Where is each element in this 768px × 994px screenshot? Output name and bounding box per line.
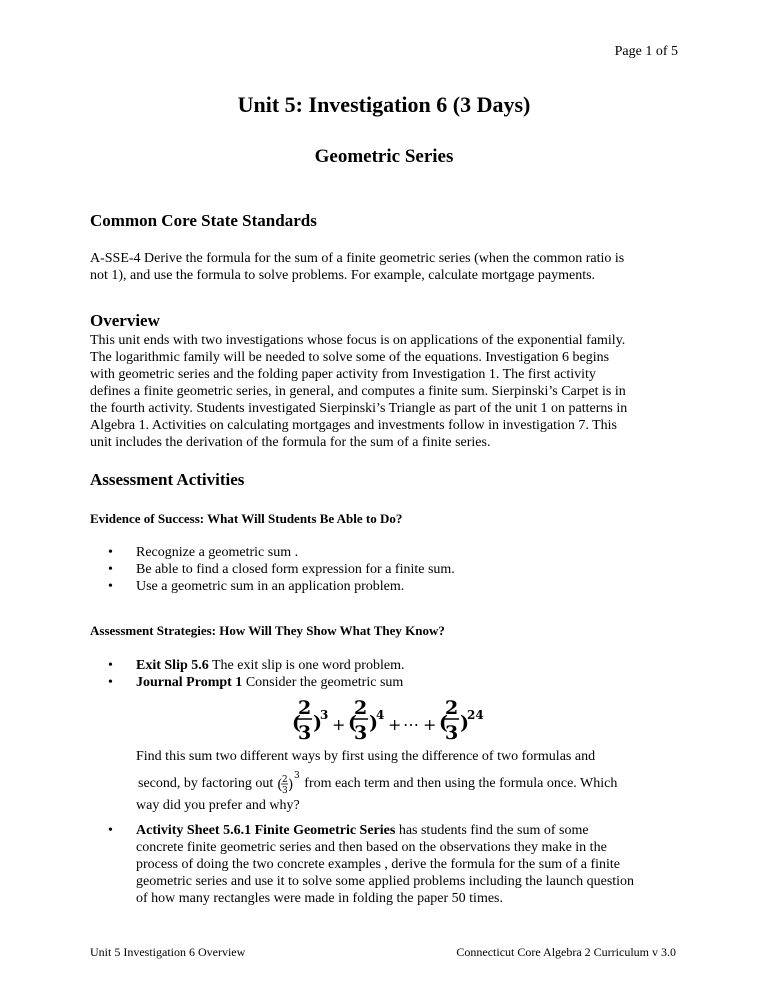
exponent: 4 <box>376 708 385 722</box>
overview-line: the fourth activity. Students investigated Sierpinski’s Triangle as part of the unit 1 on patterns in <box>90 401 628 416</box>
fraction-numerator: 2 <box>445 697 459 719</box>
page-title: Unit 5: Investigation 6 (3 Days) <box>237 92 531 117</box>
exponent: 24 <box>467 708 484 722</box>
fraction-denominator: 3 <box>298 722 312 744</box>
exponent: 3 <box>293 771 300 781</box>
list-item: • Use a geometric sum in an application problem. <box>108 578 680 595</box>
activity-line: has students find the sum of some <box>395 823 589 838</box>
assessment-heading: Assessment Activities <box>90 470 245 489</box>
strategies-heading: Assessment Strategies: How Will They Show What They Know? <box>90 623 445 638</box>
fraction-denominator: 3 <box>445 722 459 744</box>
fraction-numerator: 2 <box>298 697 312 719</box>
evidence-heading: Evidence of Success: What Will Students Be Able to Do? <box>90 511 403 526</box>
paren-close: ) <box>287 777 294 793</box>
fraction-denominator: 3 <box>354 722 368 744</box>
footer-left: Unit 5 Investigation 6 Overview <box>90 945 246 959</box>
overview-line: This unit ends with two investigations whose focus is on applications of the exponential family. <box>90 333 626 348</box>
journal-follow-text <box>136 748 696 814</box>
overview-line: with geometric series and the folding paper activity from Investigation 1. The first activity <box>90 367 596 382</box>
page-number: Page 1 of 5 <box>614 44 678 59</box>
journal-label: Journal Prompt 1 <box>136 675 243 690</box>
ellipsis: ⋯ <box>403 715 419 734</box>
journal-follow-line-1: Find this sum two different ways by first using the difference of two formulas and <box>136 749 596 764</box>
plus-sign: + <box>332 715 346 734</box>
footer-right: Connecticut Core Algebra 2 Curriculum v 3.0 <box>456 945 676 959</box>
exit-slip-text: The exit slip is one word problem. <box>208 658 405 673</box>
strategies-list <box>108 657 680 691</box>
fraction-numerator: 2 <box>281 775 288 785</box>
journal-follow-2a: second, by factoring out <box>138 776 274 792</box>
activity-line: concrete finite geometric series and then based on the observations they make in the <box>136 840 607 855</box>
list-item-activity <box>108 822 680 907</box>
list-item-journal <box>108 674 680 691</box>
list-item: • Be able to find a closed form expression for a finite sum. <box>108 561 680 578</box>
activity-label: Activity Sheet 5.6.1 Finite Geometric Series <box>136 823 396 838</box>
paren-close: ) <box>460 712 469 734</box>
list-item: • Recognize a geometric sum . <box>108 544 680 561</box>
activity-line: geometric series and use it to solve some applied problems including the launch question <box>136 874 635 889</box>
journal-text: Consider the geometric sum <box>242 675 404 690</box>
paren-close: ) <box>369 712 378 734</box>
standards-line-2: not 1), and use the formula to solve problems. For example, calculate mortgage payments. <box>90 268 596 283</box>
list-item-exit-slip <box>108 657 680 674</box>
page-subtitle: Geometric Series <box>314 146 454 167</box>
factor-fraction <box>277 771 301 797</box>
fraction-denominator: 3 <box>281 786 288 796</box>
paren-open: ( <box>292 712 301 734</box>
paren-open: ( <box>439 712 448 734</box>
overview-line: The logarithmic family will be needed to solve some of the equations. Investigation 6 begins <box>90 350 610 365</box>
plus-sign: + <box>423 715 437 734</box>
standards-text <box>90 250 680 284</box>
overview-heading: Overview <box>90 311 160 330</box>
activity-list <box>108 822 680 907</box>
activity-line: process of doing the two concrete examples , derive the formula for the sum of a finite <box>136 857 621 872</box>
journal-follow-2b: from each term and then using the formula once. Which <box>304 776 618 792</box>
exit-slip-label: Exit Slip 5.6 <box>136 658 209 673</box>
paren-open: ( <box>348 712 357 734</box>
overview-line: defines a finite geometric series, in general, and computes a finite sum. Sierpinski’s Carpet is in <box>90 384 626 399</box>
overview-text <box>90 332 680 451</box>
overview-line: Algebra 1. Activities on calculating mortgages and investments follow in investigation 7. This <box>90 418 617 433</box>
geometric-sum-formula <box>292 697 492 749</box>
evidence-list <box>108 544 680 595</box>
standards-heading: Common Core State Standards <box>90 211 317 230</box>
journal-follow-line-2 <box>138 771 696 797</box>
activity-line: of how many rectangles were made in folding the paper 50 times. <box>136 891 503 906</box>
paren-close: ) <box>313 712 322 734</box>
overview-line: unit includes the derivation of the formula for the sum of a finite series. <box>90 435 491 450</box>
fraction-numerator: 2 <box>354 697 368 719</box>
paren-open: ( <box>276 777 283 793</box>
exponent: 3 <box>320 708 329 722</box>
journal-follow-line-3: way did you prefer and why? <box>136 798 300 813</box>
standards-line-1: A-SSE-4 Derive the formula for the sum of a finite geometric series (when the common ratio is <box>90 251 625 266</box>
plus-sign: + <box>388 715 402 734</box>
